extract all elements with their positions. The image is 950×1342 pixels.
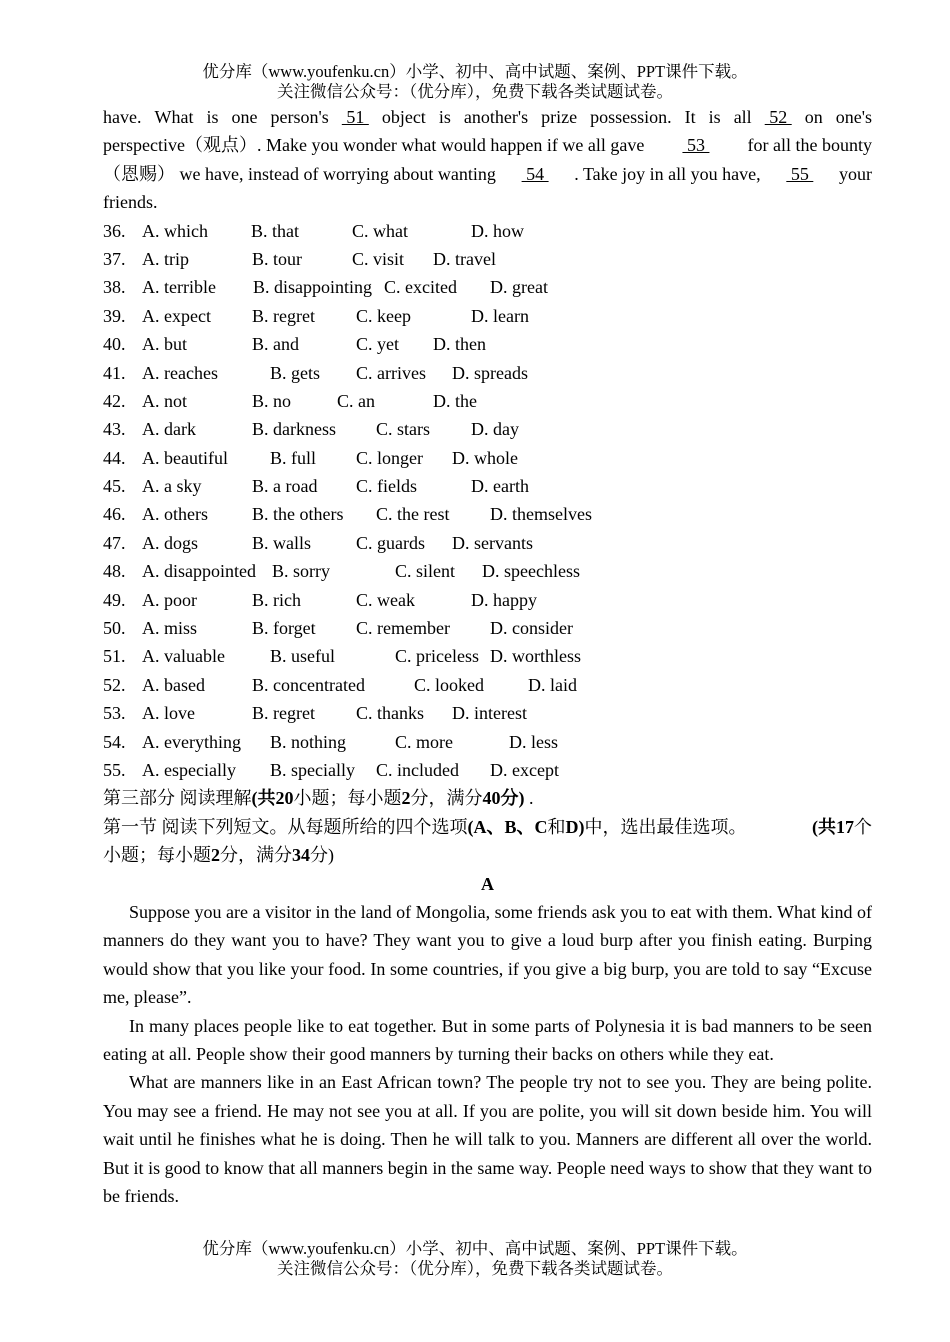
question-number: 37.: [103, 248, 126, 269]
heading-text: D): [565, 816, 585, 837]
option-b: B. the others: [252, 504, 344, 525]
text-segment: perspective（观点）. Make you wonder what would happen if we all gave: [103, 135, 645, 156]
footer-line-1: 优分库（www.youfenku.cn）小学、初中、高中试题、案例、PPT课件下载。: [202, 1239, 748, 1258]
option-b: B. and: [252, 334, 299, 355]
option-a: A. based: [142, 674, 205, 695]
footer-line-2: 关注微信公众号：（优分库），免费下载各类试题试卷。: [277, 1259, 673, 1278]
option-a: A. valuable: [142, 646, 225, 667]
option-c: C. keep: [356, 305, 411, 326]
option-b: B. rich: [252, 589, 301, 610]
option-b: B. concentrated: [252, 674, 365, 695]
page-footer: [0, 1239, 950, 1279]
header-line-1: 优分库（www.youfenku.cn）小学、初中、高中试题、案例、PPT课件下载。: [202, 62, 748, 81]
header-line-2: 关注微信公众号：（优分库），免费下载各类试题试卷。: [277, 82, 673, 101]
word: is: [206, 107, 219, 127]
option-c: C. remember: [356, 618, 450, 639]
option-c: C. an: [337, 390, 375, 411]
section-1-instructions: [103, 813, 872, 841]
word: It: [684, 107, 696, 127]
option-a: A. others: [142, 504, 208, 525]
option-b: B. forget: [252, 618, 316, 639]
option-c: C. weak: [356, 589, 415, 610]
heading-text: 个: [854, 816, 872, 837]
question-53: [103, 699, 872, 727]
option-a: A. everything: [142, 731, 241, 752]
option-b: B. useful: [270, 646, 335, 667]
question-number: 55.: [103, 759, 126, 780]
passage-line-1: [103, 103, 872, 131]
option-b: B. nothing: [270, 731, 347, 752]
word: person's: [270, 107, 329, 127]
passage-line-4: friends.: [103, 192, 158, 213]
option-b: B. sorry: [272, 561, 330, 582]
question-number: 41.: [103, 362, 126, 383]
heading-text: 小题；每小题: [293, 788, 402, 809]
option-a: A. which: [142, 220, 208, 241]
word: on: [804, 107, 823, 127]
question-number: 46.: [103, 504, 126, 525]
blank-51: 51: [341, 107, 369, 127]
option-c: C. stars: [376, 419, 430, 440]
heading-text: 分，满分: [410, 788, 483, 809]
option-a: A. expect: [142, 305, 211, 326]
option-d: D. day: [471, 419, 519, 440]
option-a: A. trip: [142, 248, 189, 269]
option-c: C. yet: [356, 334, 399, 355]
option-d: D. learn: [471, 305, 529, 326]
option-d: D. how: [471, 220, 524, 241]
word: one's: [835, 107, 872, 127]
option-b: B. full: [270, 447, 317, 468]
question-52: [103, 671, 872, 699]
option-a: A. dark: [142, 419, 196, 440]
word: is: [438, 107, 451, 127]
word: object: [381, 107, 426, 127]
blank-54: 54: [521, 163, 549, 184]
question-number: 49.: [103, 589, 126, 610]
option-d: D. whole: [452, 447, 518, 468]
blank-53: 53: [682, 135, 710, 156]
option-c: C. arrives: [356, 362, 426, 383]
option-c: C. what: [352, 220, 408, 241]
option-b: B. that: [251, 220, 299, 241]
option-d: D. happy: [471, 589, 537, 610]
option-d: D. except: [490, 759, 559, 780]
question-49: [103, 586, 872, 614]
heading-text: 第一节 阅读下列短文。从每题所给的四个选项: [103, 816, 468, 837]
text-segment: （恩赐） we have, instead of worrying about wanting: [103, 163, 496, 184]
text-segment: . Take joy in all you have,: [574, 163, 761, 184]
option-b: B. regret: [252, 703, 315, 724]
question-37: [103, 245, 872, 273]
option-d: D. great: [490, 277, 548, 298]
passage-a-paragraph-3: What are manners like in an East African town? The people try not to see you. They are being polite. You may see a friend. He may not see you at all. If you are polite, you will sit down beside him. You will wait until he finishes what he is doing. Then he will talk to you. Manners are different all over the world. But it is good to know that all manners begin in the same way. People need ways to show that they want to be friends.: [103, 1072, 872, 1206]
passage-line-2: [103, 131, 872, 159]
question-48: [103, 557, 872, 585]
heading-text: (共: [251, 788, 276, 809]
instructions-body: [103, 813, 747, 841]
option-d: D. travel: [433, 248, 496, 269]
option-d: D. spreads: [452, 362, 528, 383]
option-c: C. the rest: [376, 504, 450, 525]
passage-line-3: [103, 160, 872, 188]
option-d: D. laid: [528, 674, 577, 695]
option-d: D. interest: [452, 703, 527, 724]
heading-text: 分): [310, 845, 334, 866]
question-number: 51.: [103, 646, 126, 667]
option-c: C. priceless: [395, 646, 479, 667]
option-c: C. looked: [414, 674, 484, 695]
option-d: D. servants: [452, 532, 533, 553]
word: another's: [463, 107, 529, 127]
question-46: [103, 500, 872, 528]
option-c: C. more: [395, 731, 453, 752]
question-41: [103, 359, 872, 387]
passage-a-paragraph-2: In many places people like to eat together. But in some parts of Polynesia it is bad manners to be seen eating at all. People show their good manners by turning their backs on others while they eat.: [103, 1015, 872, 1064]
option-a: A. reaches: [142, 362, 218, 383]
option-c: C. silent: [395, 561, 456, 582]
question-number: 54.: [103, 731, 126, 752]
option-b: B. no: [252, 390, 292, 411]
heading-text: .: [524, 788, 534, 809]
heading-text: 和: [547, 816, 566, 837]
option-b: B. disappointing: [253, 277, 373, 298]
option-c: C. guards: [356, 532, 425, 553]
option-a: A. love: [142, 703, 195, 724]
option-b: B. tour: [252, 248, 303, 269]
option-a: A. disappointed: [142, 561, 256, 582]
question-50: [103, 614, 872, 642]
option-a: A. but: [142, 334, 187, 355]
question-number: 39.: [103, 305, 126, 326]
option-c: C. fields: [356, 476, 417, 497]
word: possession.: [590, 107, 672, 127]
text-segment: for all the bounty: [747, 135, 872, 156]
word: all: [733, 107, 752, 127]
option-a: A. dogs: [142, 532, 199, 553]
option-a: A. poor: [142, 589, 197, 610]
question-36: [103, 217, 872, 245]
option-d: D. less: [509, 731, 558, 752]
question-39: [103, 302, 872, 330]
question-number: 42.: [103, 390, 126, 411]
word: What: [154, 107, 194, 127]
option-a: A. terrible: [142, 277, 216, 298]
question-number: 43.: [103, 419, 126, 440]
word: one: [231, 107, 258, 127]
question-number: 48.: [103, 561, 126, 582]
heading-text: (A、B、C: [467, 816, 548, 837]
word: have.: [103, 107, 142, 127]
heading-text: 40: [482, 788, 501, 809]
question-43: [103, 415, 872, 443]
word: is: [708, 107, 721, 127]
option-a: A. a sky: [142, 476, 202, 497]
question-number: 53.: [103, 703, 126, 724]
heading-text: 34: [292, 845, 310, 866]
option-d: D. the: [433, 390, 477, 411]
question-number: 36.: [103, 220, 126, 241]
option-b: B. a road: [252, 476, 318, 497]
question-number: 38.: [103, 277, 126, 298]
option-b: B. specially: [270, 759, 355, 780]
option-c: C. longer: [356, 447, 423, 468]
instructions-tail: [812, 813, 872, 841]
heading-text: 17: [836, 816, 854, 837]
question-40: [103, 330, 872, 358]
question-44: [103, 444, 872, 472]
question-51: [103, 642, 872, 670]
page-header: [0, 62, 950, 102]
question-number: 40.: [103, 334, 126, 355]
option-c: C. excited: [384, 277, 457, 298]
question-number: 45.: [103, 476, 126, 497]
section-3-heading: [103, 784, 872, 812]
option-d: D. consider: [490, 618, 573, 639]
heading-text: (共: [812, 816, 836, 837]
option-c: C. thanks: [356, 703, 425, 724]
question-number: 44.: [103, 447, 126, 468]
heading-text: 20: [275, 788, 294, 809]
word: prize: [541, 107, 578, 127]
blank-52: 52: [764, 107, 792, 127]
option-d: D. worthless: [490, 646, 581, 667]
heading-text: 中，选出最佳选项。: [584, 816, 747, 837]
question-number: 47.: [103, 532, 126, 553]
question-54: [103, 728, 872, 756]
question-42: [103, 387, 872, 415]
option-d: D. speechless: [482, 561, 580, 582]
question-47: [103, 529, 872, 557]
option-b: B. gets: [270, 362, 321, 383]
heading-text: 2: [401, 788, 411, 809]
option-b: B. walls: [252, 532, 312, 553]
heading-text: 第三部分 阅读理解: [103, 788, 252, 809]
option-a: A. not: [142, 390, 187, 411]
passage-a-paragraph-1: Suppose you are a visitor in the land of Mongolia, some friends ask you to eat with them. What kind of manners do they want you to have? They want you to give a loud burp after you finish eating. Burping would show that you like your food. In some countries, if you give a big burp, you are told to say “Excuse me, please”.: [103, 901, 872, 1008]
option-b: B. regret: [252, 305, 315, 326]
blank-55: 55: [786, 163, 814, 184]
heading-text: 2: [211, 845, 220, 866]
option-a: A. beautiful: [142, 447, 228, 468]
option-a: A. especially: [142, 759, 236, 780]
option-d: D. earth: [471, 476, 529, 497]
question-55: [103, 756, 872, 784]
question-number: 50.: [103, 618, 126, 639]
heading-text: 分): [500, 788, 525, 809]
question-number: 52.: [103, 674, 126, 695]
option-c: C. visit: [352, 248, 405, 269]
option-a: A. miss: [142, 618, 198, 639]
question-45: [103, 472, 872, 500]
heading-text: 分，满分: [220, 845, 292, 866]
page-content: [103, 103, 872, 1210]
text-segment: your: [838, 163, 872, 184]
heading-text: 小题；每小题: [103, 845, 211, 866]
option-c: C. included: [376, 759, 459, 780]
option-d: D. then: [433, 334, 486, 355]
option-b: B. darkness: [252, 419, 336, 440]
section-1-instructions-cont: [103, 841, 872, 869]
question-38: [103, 273, 872, 301]
passage-a-title: A: [481, 873, 494, 894]
option-d: D. themselves: [490, 504, 592, 525]
